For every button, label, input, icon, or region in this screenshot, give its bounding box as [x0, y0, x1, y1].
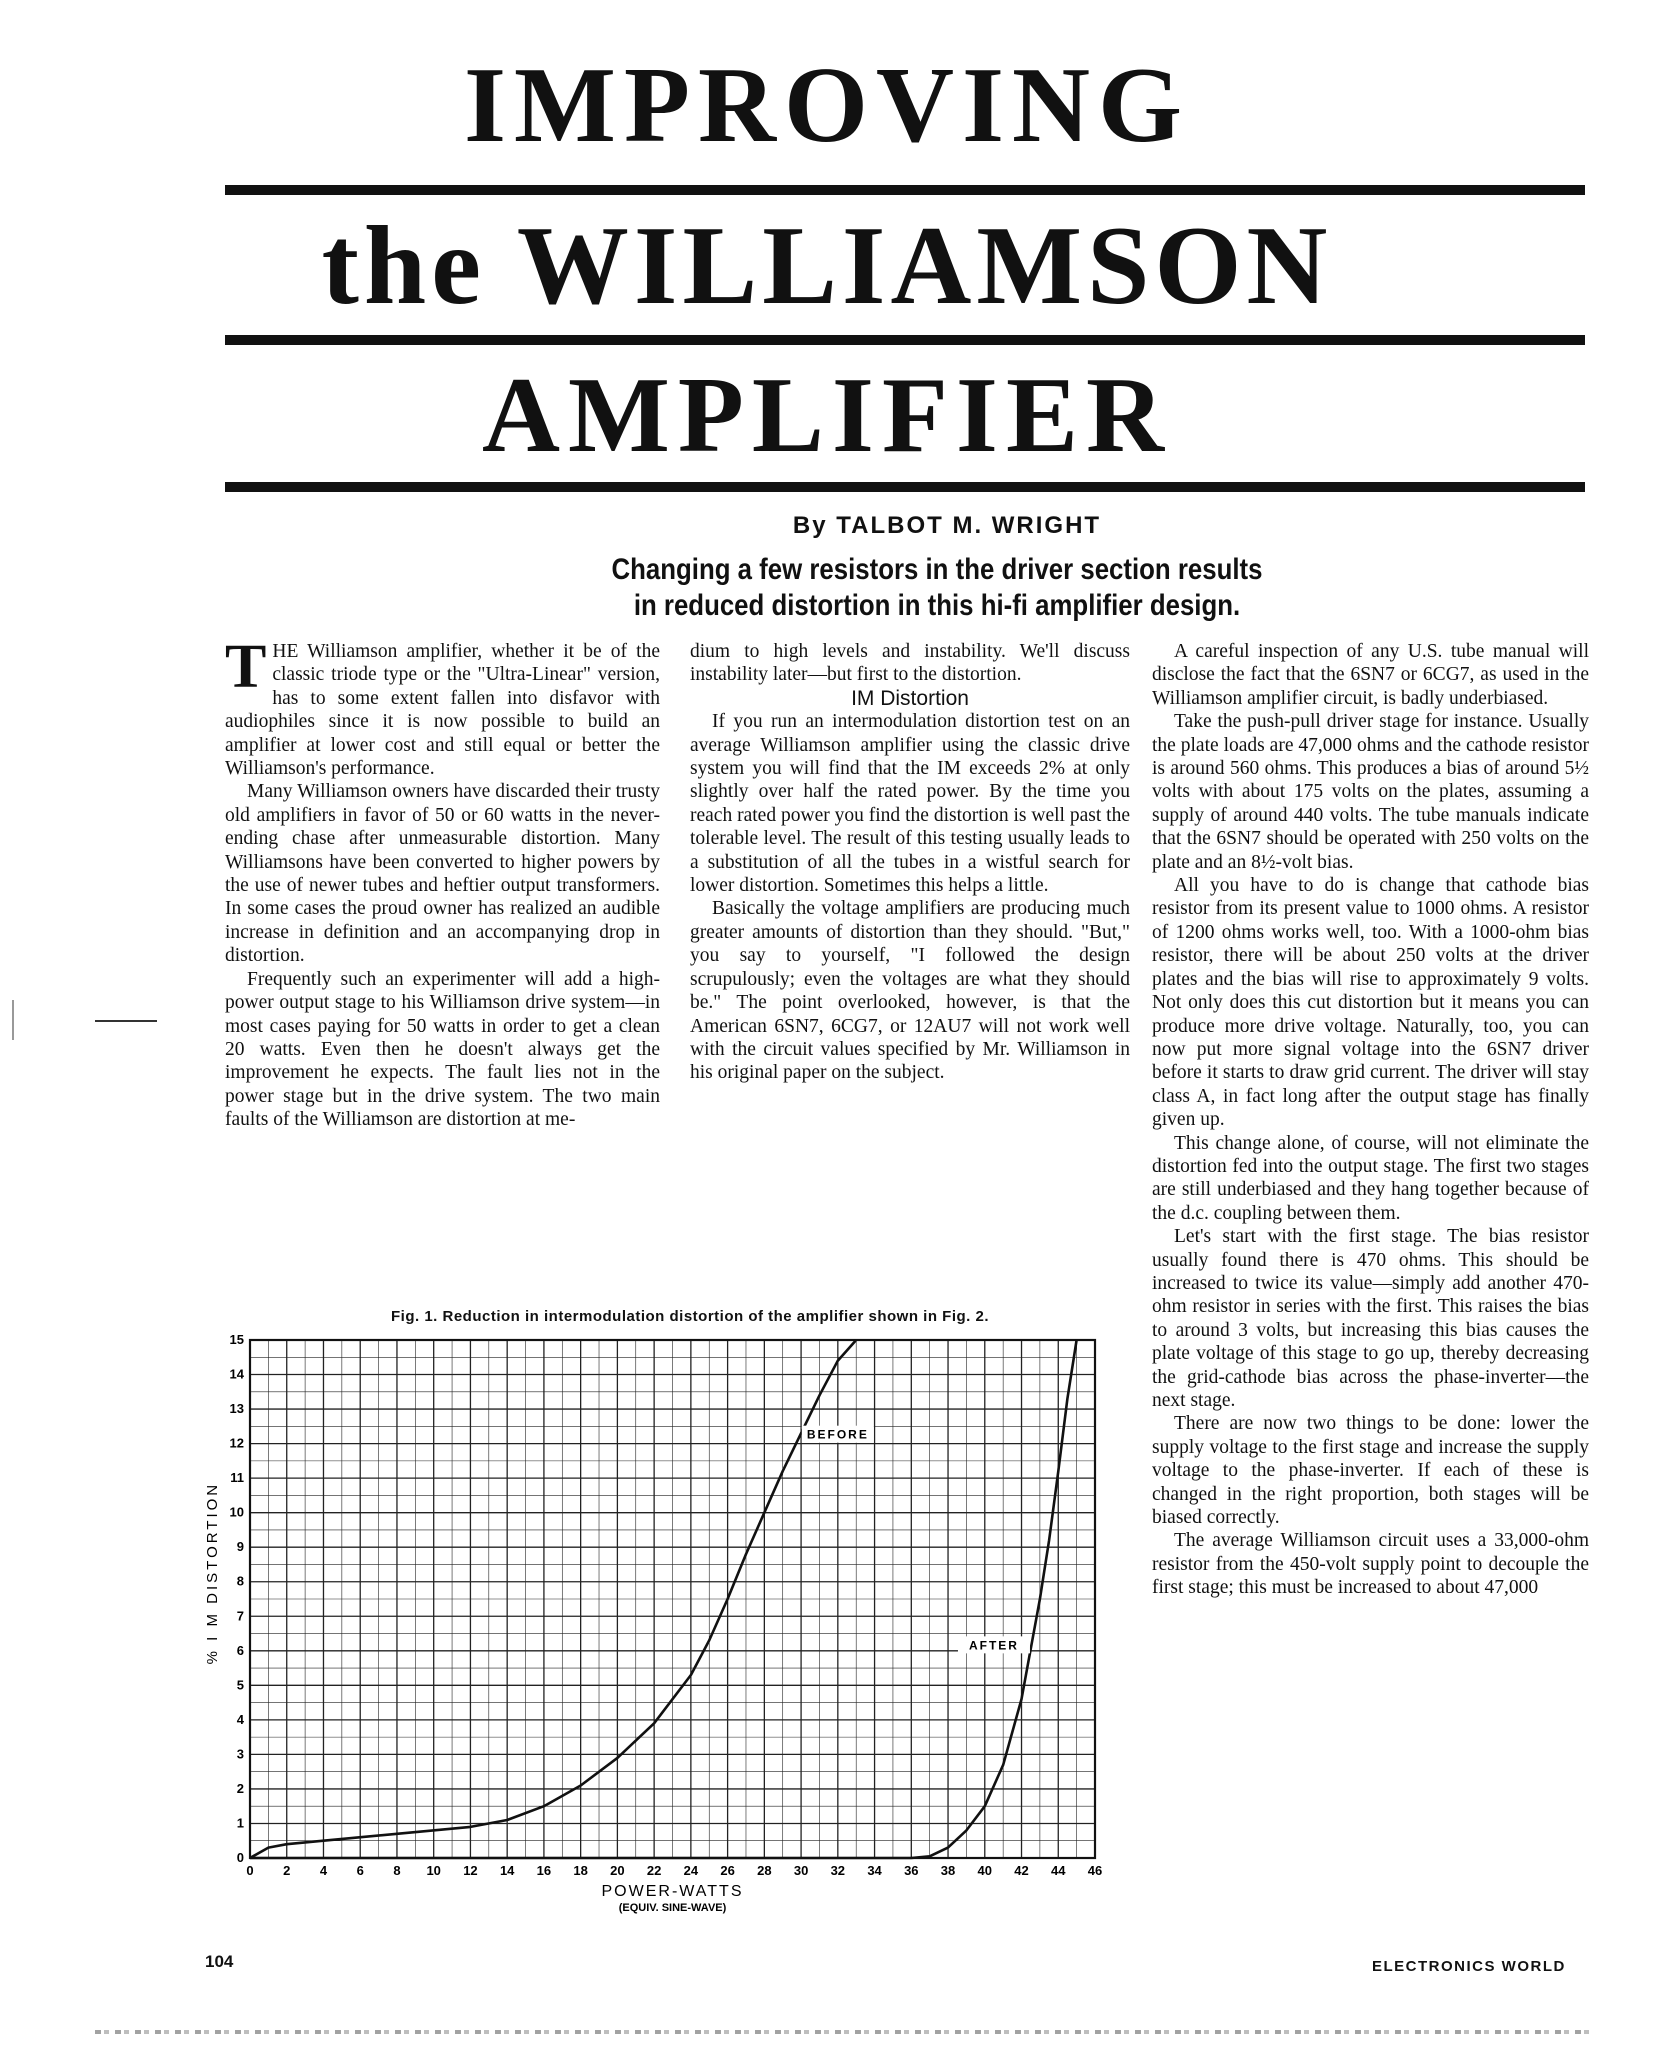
- x-tick-label: 4: [319, 1863, 328, 1878]
- distortion-chart: [195, 1325, 1115, 1935]
- x-axis-sublabel: (EQUIV. SINE-WAVE): [618, 1902, 727, 1914]
- y-tick-label: 4: [236, 1711, 244, 1727]
- deck-line-1: Changing a few resistors in the driver section results: [611, 553, 1263, 586]
- paragraph: Let's start with the first stage. The bias resistor usually found there is 470 ohms. This should be increased to twice its value—simply add another 470-ohm resistor in series with the first. This raises the bias to around 3 volts, but increasing this bias causes the plate voltage of this stage to go up, thereby decreasing the grid-cathode bias across the phase-inverter—the next stage.: [1152, 1226, 1589, 1411]
- y-tick-label: 7: [236, 1608, 244, 1624]
- y-tick-label: 8: [236, 1573, 244, 1589]
- x-tick-label: 34: [867, 1863, 882, 1878]
- x-tick-label: 8: [393, 1863, 401, 1878]
- figure-caption: Fig. 1. Reduction in intermodulation distortion of the amplifier shown in Fig. 2.: [391, 1308, 989, 1325]
- x-tick-label: 44: [1051, 1863, 1066, 1878]
- page-number: 104: [205, 1952, 234, 1971]
- x-tick-label: 32: [830, 1863, 846, 1878]
- y-tick-label: 12: [229, 1435, 244, 1451]
- title-line-1: IMPROVING: [464, 46, 1190, 165]
- scan-mark: [12, 1000, 14, 1040]
- x-tick-label: 42: [1014, 1863, 1029, 1878]
- x-tick-label: 24: [683, 1863, 699, 1878]
- scan-edge-strip: [95, 2030, 1595, 2034]
- y-tick-label: 0: [236, 1850, 244, 1865]
- y-axis-label: % I M DISTORTION: [204, 1481, 221, 1665]
- article-column-3: [1152, 640, 1589, 1600]
- x-axis-label: POWER-WATTS: [601, 1883, 744, 1900]
- title-rule-2: [225, 335, 1585, 345]
- x-tick-label: 10: [426, 1863, 441, 1878]
- paragraph: Take the push-pull driver stage for instance. Usually the plate loads are 47,000 ohms and the cathode resistor is around 560 ohms. This produces a bias of around 5½ volts with about 175 volts on the plates, assuming a supply of around 440 volts. The tube manuals indicate that the 6SN7 should be operated with 250 volts on the plate and an 8½-volt bias.: [1152, 711, 1589, 873]
- x-tick-label: 16: [536, 1863, 552, 1878]
- x-tick-label: 2: [283, 1863, 291, 1878]
- title-rule-3: [225, 482, 1585, 492]
- x-tick-label: 22: [646, 1863, 662, 1878]
- series-label-before: BEFORE: [806, 1427, 869, 1442]
- paragraph: This change alone, of course, will not eliminate the distortion fed into the output stage. The first two stages are still underbiased and they hang together because of the d.c. coupling between them.: [1152, 1132, 1589, 1224]
- x-tick-label: 6: [356, 1863, 364, 1878]
- x-tick-label: 26: [720, 1863, 735, 1878]
- paragraph: All you have to do is change that cathode bias resistor from its present value to 1000 ohms. A resistor of 1200 ohms works well, too. With a 1000-ohm bias resistor, there will be about 250 volts at the driver plates and the bias will rise to approximately 9 volts. Not only does this cut distortion but it means you can produce more drive voltage. Naturally, too, you can now put more signal voltage into the 6SN7 driver before it starts to draw grid current. The driver will stay class A, in fact long after the output stage has finally given up.: [1152, 875, 1589, 1131]
- paragraph: Many Williamson owners have discarded their trusty old amplifiers in favor of 50 or 60 watts in the never-ending chase after unmeasurable distortion. Many Williamsons have been converted to higher powers by the use of newer tubes and heftier output transformers. In some cases the proud owner has realized an audible increase in definition and an accompanying drop in distortion.: [225, 781, 660, 967]
- y-tick-label: 13: [229, 1401, 244, 1417]
- deck-line-2: in reduced distortion in this hi-fi amplifier design.: [633, 589, 1241, 622]
- byline: By TALBOT M. WRIGHT: [792, 512, 1102, 539]
- paragraph: THE Williamson amplifier, whether it be of the classic triode type or the "Ultra-Linear" version, has to some extent fallen into disfavor with audiophiles since it is now possible to build an amplifier at lower cost and still equal or better the Williamson's performance.: [225, 633, 660, 780]
- article-column-2: [690, 640, 1130, 1085]
- section-subhead: IM Distortion: [851, 686, 969, 710]
- x-tick-label: 28: [757, 1863, 772, 1878]
- x-tick-label: 38: [940, 1863, 956, 1878]
- y-tick-label: 9: [236, 1539, 244, 1555]
- x-tick-label: 46: [1087, 1863, 1103, 1878]
- paragraph: Basically the voltage amplifiers are producing much greater amounts of distortion than they should. "But," you say to yourself, "I followed the design scrupulously; even the voltages are what they should be." The point overlooked, however, is that the American 6SN7, 6CG7, or 12AU7 will not work well with the circuit values specified by Mr. Williamson in his original paper on the subject.: [690, 898, 1130, 1084]
- x-tick-label: 0: [246, 1863, 254, 1878]
- paragraph: The average Williamson circuit uses a 33,000-ohm resistor from the 450-volt supply point to decouple the first stage; this must be increased to about 47,000: [1152, 1530, 1589, 1599]
- y-tick-label: 5: [236, 1677, 244, 1693]
- scan-mark: [95, 1020, 157, 1022]
- y-tick-label: 15: [229, 1332, 244, 1347]
- y-tick-label: 14: [229, 1366, 244, 1382]
- x-tick-label: 14: [499, 1863, 515, 1878]
- paragraph: dium to high levels and instability. We'll discuss instability later—but first to the distortion.: [690, 641, 1130, 686]
- y-tick-label: 3: [236, 1746, 244, 1762]
- x-tick-label: 12: [463, 1863, 478, 1878]
- title-line-2: the WILLIAMSON: [321, 204, 1333, 328]
- x-tick-label: 20: [610, 1863, 625, 1878]
- series-label-after: AFTER: [968, 1638, 1019, 1653]
- x-tick-label: 18: [573, 1863, 588, 1878]
- y-tick-label: 1: [236, 1815, 244, 1831]
- paragraph: Frequently such an experimenter will add a high-power output stage to his Williamson drive system—in most cases paying for 50 watts in order to get a clean 20 watts. Even then he doesn't always get the improvement he expects. The fault lies not in the power stage but in the drive system. The two main faults of the Williamson are distortion at me-: [225, 968, 660, 1131]
- magazine-name: ELECTRONICS WORLD: [1372, 1958, 1566, 1975]
- title-rule-1: [225, 185, 1585, 195]
- x-tick-label: 36: [904, 1863, 919, 1878]
- paragraph: If you run an intermodulation distortion test on an average Williamson amplifier using the classic drive system you will find that the IM exceeds 2% at only slightly over half the rated power. By the time you reach rated power you find the distortion is well past the tolerable level. The result of this testing usually leads to a substitution of all the tubes in a wistful search for lower distortion. Sometimes this helps a little.: [690, 711, 1130, 897]
- x-tick-label: 40: [977, 1863, 993, 1878]
- x-tick-label: 30: [793, 1863, 809, 1878]
- paragraph: A careful inspection of any U.S. tube manual will disclose the fact that the 6SN7 or 6CG7, as used in the Williamson amplifier circuit, is badly underbiased.: [1152, 641, 1589, 709]
- drop-cap: T: [225, 633, 267, 701]
- y-tick-label: 11: [230, 1470, 244, 1486]
- y-tick-label: 6: [236, 1642, 244, 1658]
- title-line-3: AMPLIFIER: [482, 356, 1172, 475]
- y-tick-label: 10: [229, 1504, 244, 1520]
- article-column-1: [225, 633, 660, 1132]
- paragraph: There are now two things to be done: lower the supply voltage to the first stage and increase the supply voltage to the phase-inverter. If each of these is changed in the right proportion, both stages will be biased correctly.: [1152, 1413, 1589, 1529]
- y-tick-label: 2: [236, 1780, 244, 1796]
